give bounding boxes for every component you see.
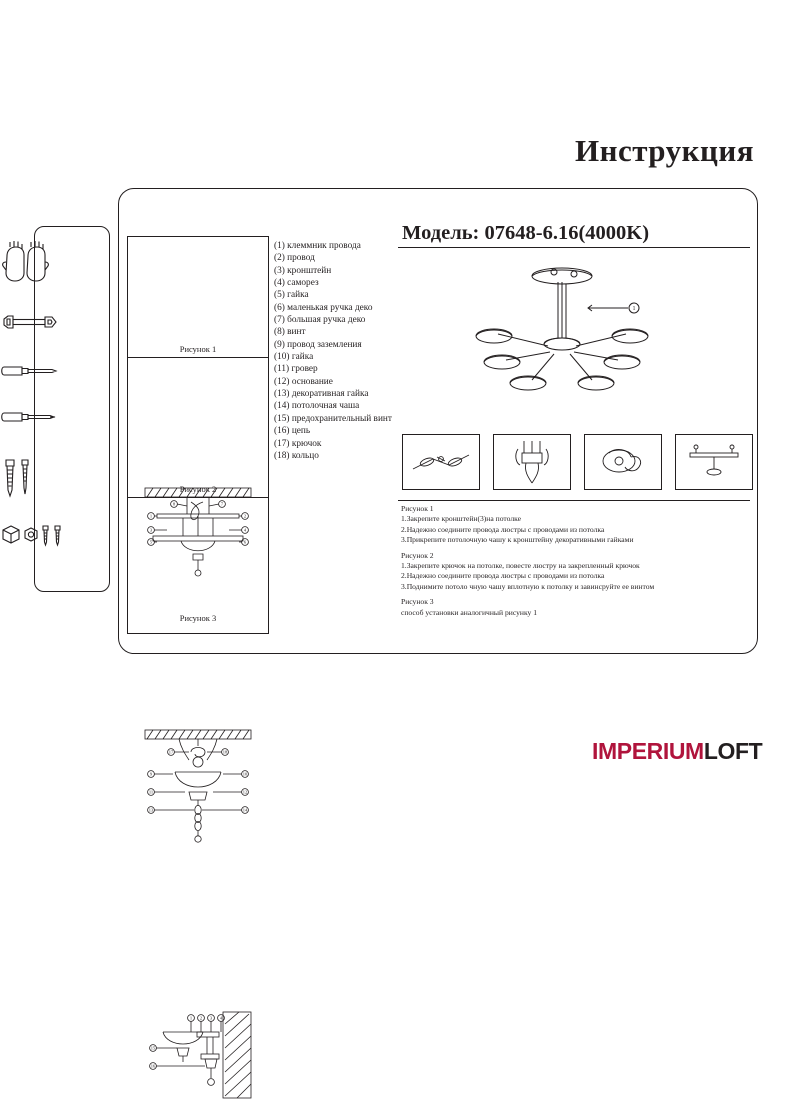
instructions-block <box>401 504 753 618</box>
instruction-step: 1.Закрепите кронштейн(3)на потолке <box>401 514 521 524</box>
svg-text:6: 6 <box>243 539 247 545</box>
instruction-step: 3.Прикрепите потолочную чашу к кронштейну декоративными гайками <box>401 535 634 545</box>
step-thumb-cup <box>584 434 662 490</box>
instruction-step: способ установки аналогичный рисунку 1 <box>401 607 538 617</box>
svg-text:16: 16 <box>150 1063 156 1069</box>
part-item: (14) потолочная чаша <box>274 401 360 412</box>
logo-loft: LOFT <box>703 738 763 764</box>
part-item: (2) провод <box>274 253 315 264</box>
part-item: (7) большая ручка деко <box>274 315 366 326</box>
part-item: (16) цепь <box>274 426 311 437</box>
part-item: (18) кольцо <box>274 450 319 461</box>
svg-text:5: 5 <box>149 539 153 545</box>
instruction-step: 2.Надежно соедините провода люстры с проводами из потолка <box>401 571 605 581</box>
brand-logo <box>592 738 762 765</box>
part-item: (3) кронштейн <box>274 265 332 276</box>
step-thumb-wiring <box>493 434 571 490</box>
instruction-heading: Рисунок 2 <box>401 550 434 560</box>
svg-text:1: 1 <box>632 306 636 313</box>
product-illustration <box>402 252 752 432</box>
part-item: (10) гайка <box>274 352 314 363</box>
svg-text:2: 2 <box>243 513 247 519</box>
parts-list <box>274 240 396 462</box>
svg-text:17: 17 <box>168 749 174 755</box>
figure-1-caption: Рисунок 1 <box>179 344 217 354</box>
part-item: (12) основание <box>274 376 333 387</box>
svg-text:2: 2 <box>199 1015 203 1021</box>
part-item: (13) декоративная гайка <box>274 389 369 400</box>
part-item: (17) крючок <box>274 438 322 449</box>
part-item: (1) клеммник провода <box>274 241 361 251</box>
svg-text:1: 1 <box>189 1015 193 1021</box>
svg-text:11: 11 <box>148 789 154 795</box>
part-item: (6) маленькая ручка деко <box>274 302 373 313</box>
part-item: (9) провод заземления <box>274 339 362 350</box>
svg-text:10: 10 <box>242 771 248 777</box>
svg-text:3: 3 <box>209 1015 213 1021</box>
logo-imperium: IMPERIUM <box>592 738 704 764</box>
instruction-heading: Рисунок 1 <box>401 504 434 513</box>
instruction-step: 2.Надежно соедините провода люстры с проводами из потолка <box>401 524 605 534</box>
svg-text:15: 15 <box>150 1045 156 1051</box>
svg-text:13: 13 <box>148 807 154 813</box>
part-item: (5) гайка <box>274 290 309 301</box>
figure-2-caption: Рисунок 2 <box>179 484 217 494</box>
svg-text:4: 4 <box>219 1015 223 1021</box>
svg-text:8: 8 <box>172 501 176 507</box>
figure-divider-1 <box>127 357 269 358</box>
part-item: (4) саморез <box>274 278 319 289</box>
svg-text:1: 1 <box>149 513 153 519</box>
part-item: (15) предохранительный винт <box>274 413 392 424</box>
instruction-heading: Рисунок 3 <box>401 597 434 607</box>
step-thumb-bracket <box>402 434 480 490</box>
svg-text:9: 9 <box>149 771 153 777</box>
instruction-step: 1.Закрепите крючок на потолке, повесте люстру на закрепленный крючок <box>401 561 640 571</box>
svg-text:18: 18 <box>222 749 228 755</box>
part-item: (11) гровер <box>274 364 318 375</box>
svg-text:14: 14 <box>242 807 248 813</box>
figure-divider-2 <box>127 497 269 498</box>
svg-text:12: 12 <box>242 789 248 795</box>
instructions-divider <box>398 500 750 501</box>
step-thumbnails <box>402 434 752 490</box>
instruction-step: 3.Поднимите потоло чную чашу вплотную к потолку и завинсруйте ее винтом <box>401 581 655 591</box>
svg-text:3: 3 <box>149 527 153 533</box>
figure-3-caption: Рисунок 3 <box>179 613 217 623</box>
part-item: (8) винт <box>274 327 306 338</box>
model-divider <box>398 247 750 248</box>
model-label: Модель: 07648-6.16(4000K) <box>402 222 650 244</box>
step-thumb-assembled <box>675 434 753 490</box>
svg-text:7: 7 <box>220 501 224 507</box>
svg-text:4: 4 <box>243 527 247 533</box>
page-title: Инструкция <box>574 133 754 168</box>
